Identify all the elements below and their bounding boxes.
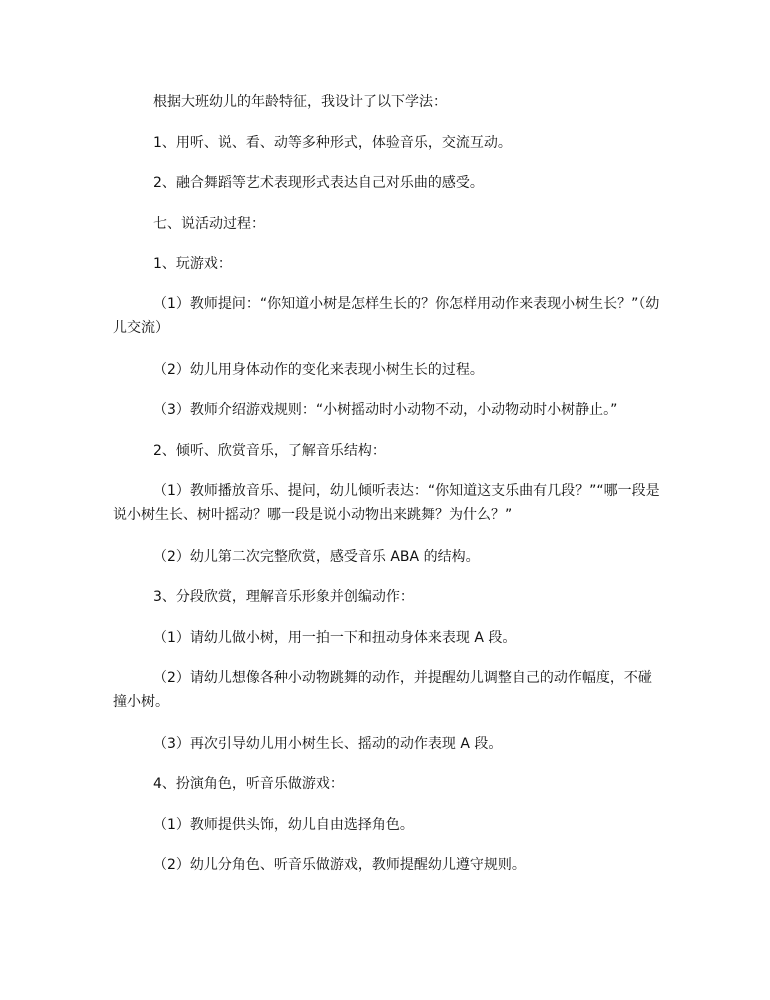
paragraph-step-3-1: （1）请幼儿做小树，用一拍一下和扭动身体来表现 A 段。: [153, 630, 517, 646]
paragraph-step-4-2: （2）幼儿分角色、听音乐做游戏，教师提醒幼儿遵守规则。: [153, 857, 526, 873]
step-heading-listen-music: 2、倾听、欣赏音乐，了解音乐结构：: [153, 443, 386, 459]
paragraph-step-4-1: （1）教师提供头饰，幼儿自由选择角色。: [153, 817, 414, 833]
paragraph-method-1: 1、用听、说、看、动等多种形式，体验音乐，交流互动。: [153, 135, 512, 151]
paragraph-step-3-2: （2）请幼儿想像各种小动物跳舞的动作，并提醒幼儿调整自己的动作幅度，不碰撞小树。: [113, 670, 652, 710]
paragraph-step-1-3: （3）教师介绍游戏规则：“小树摇动时小动物不动，小动物动时小树静止。”: [153, 402, 618, 418]
paragraph-step-1-2: （2）幼儿用身体动作的变化来表现小树生长的过程。: [153, 362, 484, 378]
section-heading-activity-process: 七、说活动过程：: [153, 216, 265, 232]
step-heading-role-play: 4、扮演角色，听音乐做游戏：: [153, 776, 344, 792]
step-heading-segment-appreciation: 3、分段欣赏，理解音乐形象并创编动作：: [153, 589, 414, 605]
paragraph-step-2-1: （1）教师播放音乐、提问，幼儿倾听表达：“你知道这支乐曲有几段？”“哪一段是说小树生长、树叶摇动？哪一段是说小动物出来跳舞？为什么？”: [113, 483, 660, 523]
paragraph-method-2: 2、融合舞蹈等艺术表现形式表达自己对乐曲的感受。: [153, 175, 484, 191]
step-heading-play-game: 1、玩游戏：: [153, 256, 232, 272]
paragraph-step-3-3: （3）再次引导幼儿用小树生长、摇动的动作表现 A 段。: [153, 736, 503, 752]
paragraph-learning-methods-intro: 根据大班幼儿的年龄特征，我设计了以下学法：: [153, 94, 447, 110]
paragraph-step-2-2: （2）幼儿第二次完整欣赏，感受音乐 ABA 的结构。: [153, 549, 480, 565]
paragraph-step-1-1: （1）教师提问：“你知道小树是怎样生长的？你怎样用动作来表现小树生长？”（幼儿交流）: [113, 296, 660, 336]
